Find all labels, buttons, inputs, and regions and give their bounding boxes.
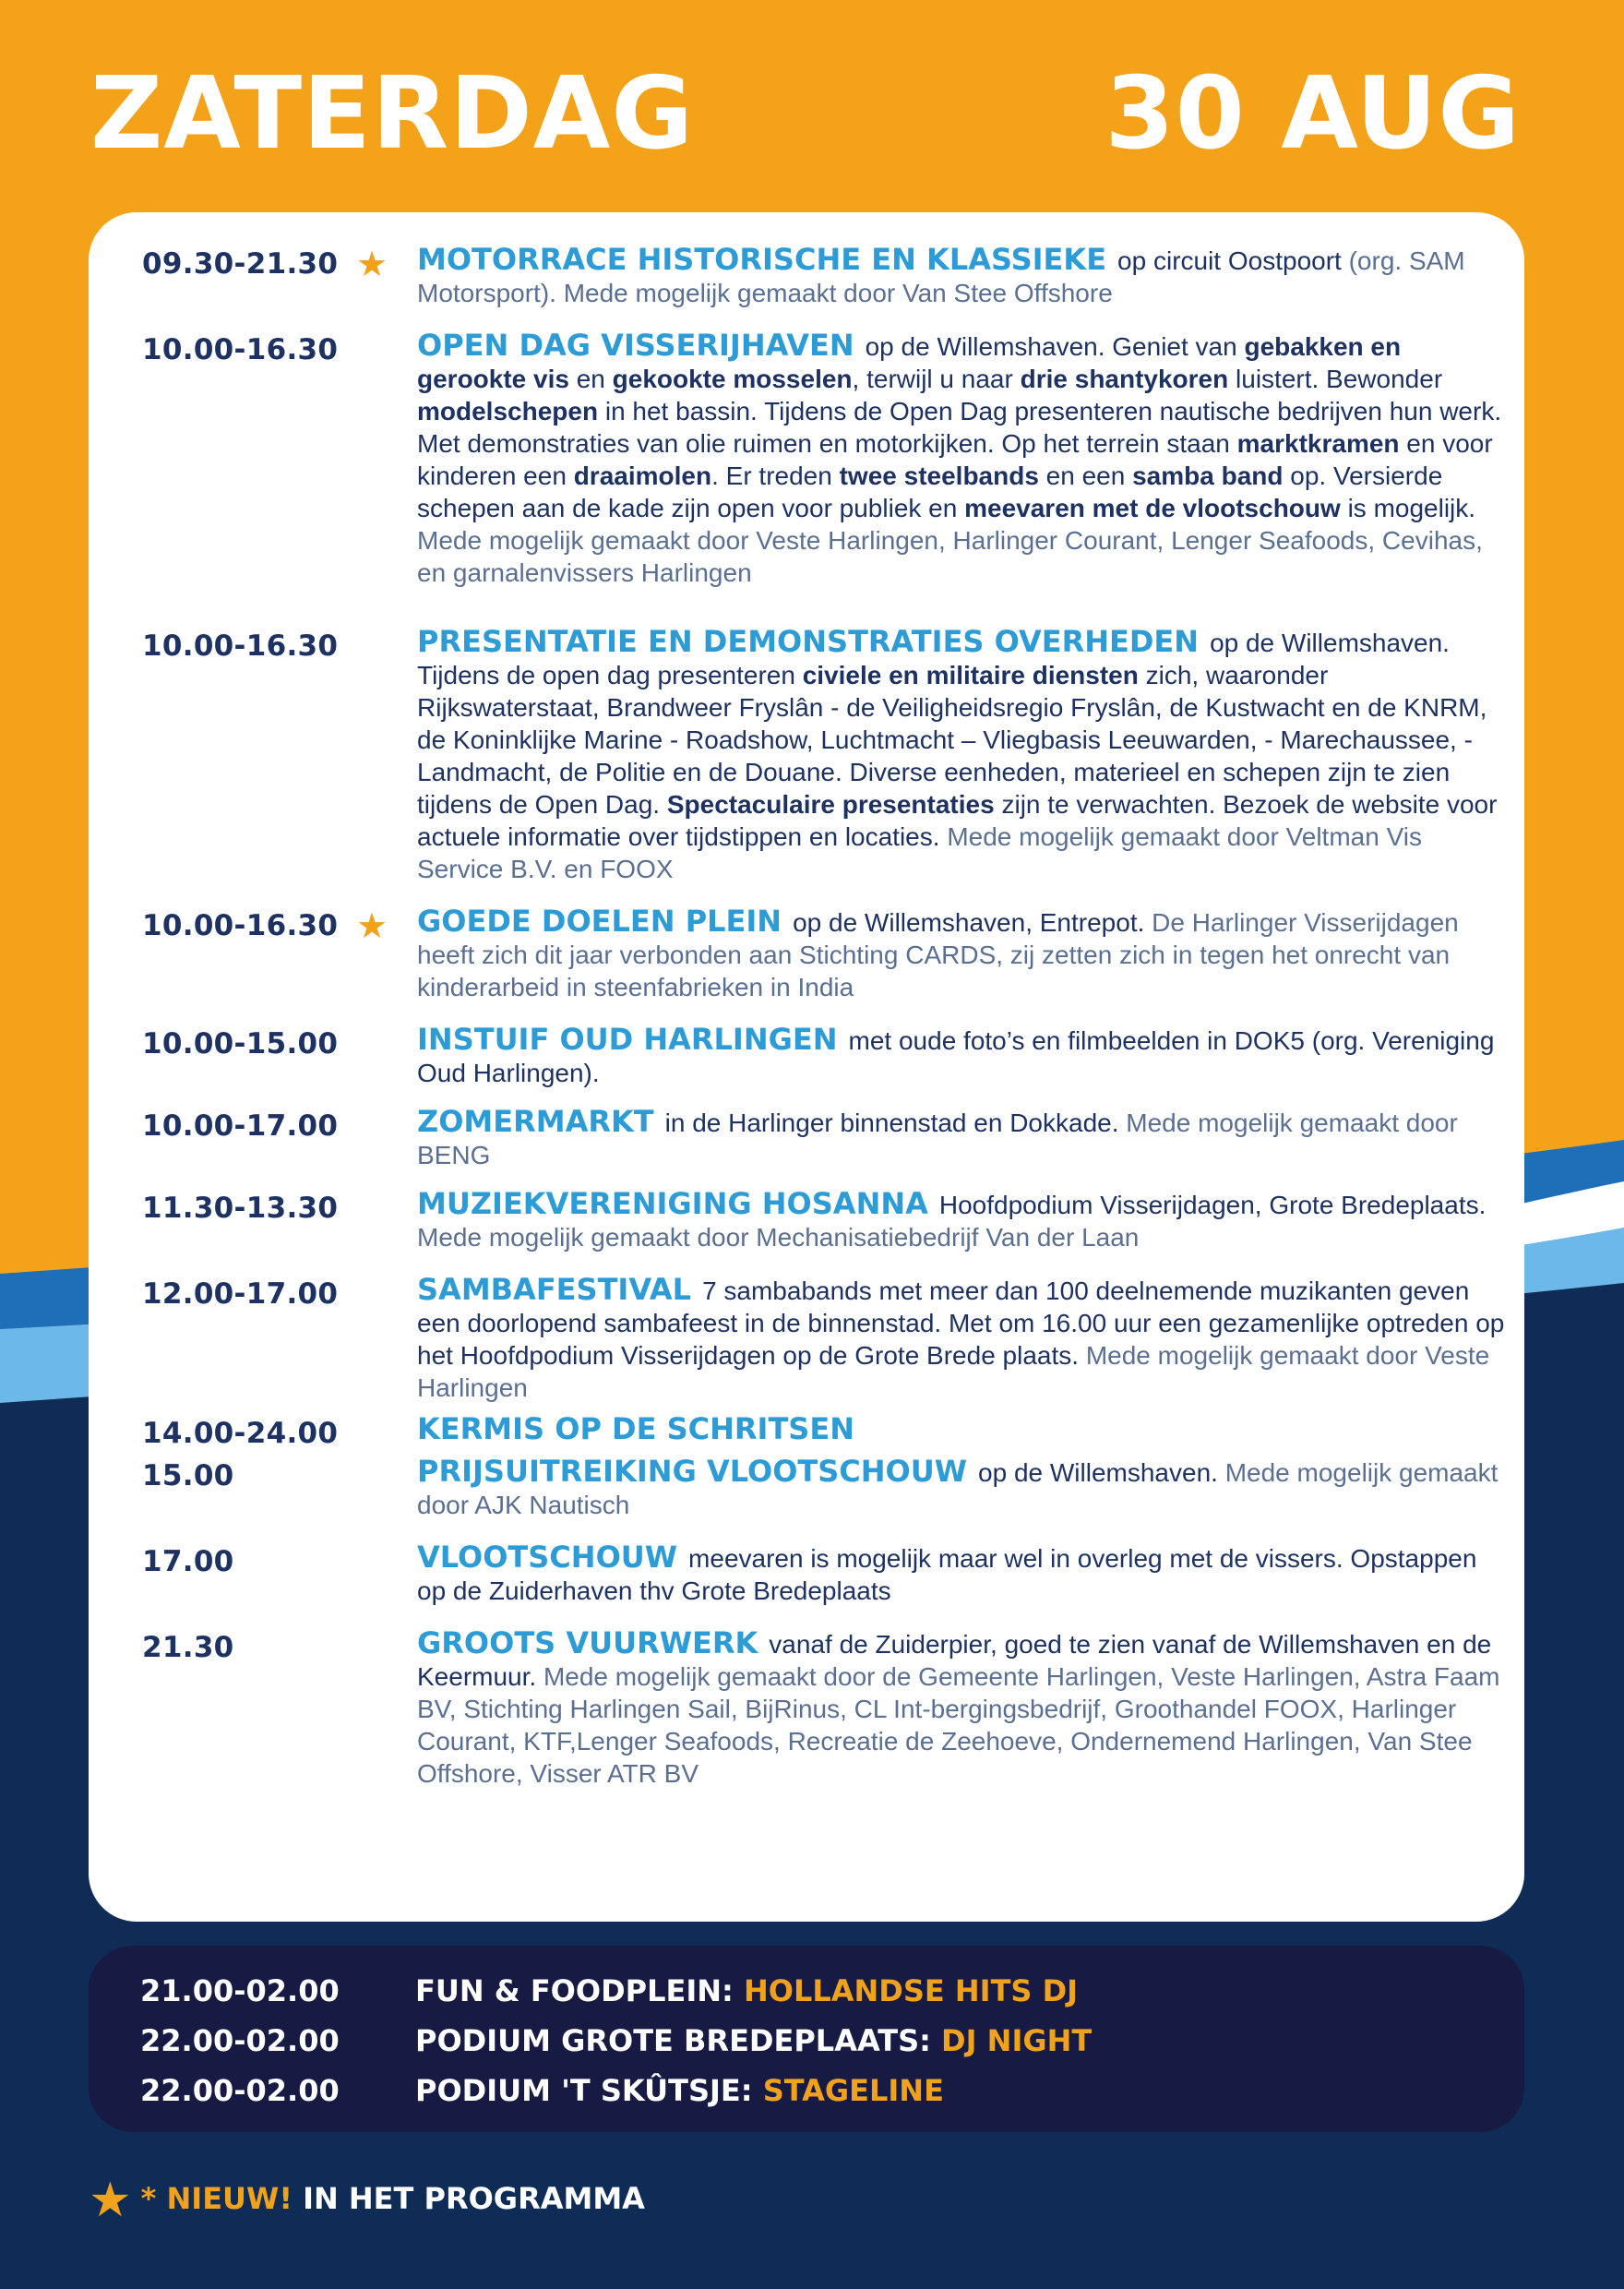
program-card xyxy=(89,212,1524,1922)
event-item xyxy=(142,1541,1506,1607)
event-sponsor: Mede mogelijk gemaakt door de Gemeente Harlingen, Veste Harlingen, Astra Faam BV, Stichting Harlingen Sail, BijRinus, CL Int-bergingsbedrijf, Groothandel FOOX, Harlinger Courant, KTF,Lenger Seafoods, Recreatie de Zeehoeve, Ondernemend Harlingen, Van Stee Offshore, Visser ATR BV xyxy=(417,1662,1500,1788)
event-item xyxy=(142,1188,1506,1253)
event-time: 10.00-17.00 xyxy=(142,1109,339,1143)
event-description: in het bassin. Tijdens de Open Dag presenteren nautische bedrijven hun werk. Met demonstraties van olie ruimen en motorkijken. Op het terrein staan xyxy=(417,397,1502,458)
event-title: GROOTS VUURWERK xyxy=(417,1625,758,1660)
night-label-wrap xyxy=(415,2073,944,2108)
event-title: PRIJSUITREIKING VLOOTSCHOUW xyxy=(417,1454,968,1489)
event-title: MUZIEKVERENIGING HOSANNA xyxy=(417,1186,928,1221)
night-time: 21.00-02.00 xyxy=(140,1973,340,2008)
event-item xyxy=(142,1274,1506,1404)
event-item xyxy=(142,330,1506,589)
event-highlight: twee steelbands xyxy=(839,461,1039,490)
night-label-wrap xyxy=(415,2023,1092,2058)
night-label: PODIUM GROTE BREDEPLAATS: xyxy=(415,2023,931,2058)
event-sponsor: De Harlinger Visserijdagen heeft zich dit jaar verbonden aan Stichting CARDS, zij zetten zich in tegen het onrecht van kinderarbeid in steenfabrieken in India xyxy=(417,908,1459,1001)
event-highlight: Spectaculaire presentaties xyxy=(666,790,995,819)
event-description: en xyxy=(568,365,613,393)
event-description: met oude foto’s en filmbeelden in DOK5 (org. Vereniging Oud Harlingen). xyxy=(417,1026,1495,1087)
event-item xyxy=(142,244,1506,309)
event-description: zijn te verwachten. Bezoek de website voor actuele informatie over tijdstippen en locaties. xyxy=(417,790,1498,851)
event-title: KERMIS OP DE SCHRITSEN xyxy=(417,1411,854,1446)
event-highlight: gebakken en gerookte vis xyxy=(417,332,1402,393)
event-item xyxy=(142,1024,1506,1089)
event-description: op de Willemshaven, Entrepot. xyxy=(793,908,1152,937)
day-heading: ZATERDAG xyxy=(90,56,694,172)
event-highlight: drie shantykoren xyxy=(1020,365,1229,393)
event-highlight: samba band xyxy=(1132,461,1284,490)
event-time: 10.00-16.30 xyxy=(142,629,339,663)
event-title: PRESENTATIE EN DEMONSTRATIES OVERHEDEN xyxy=(417,624,1200,659)
event-sponsor: Mede mogelijk gemaakt door Mechanisatiebedrijf Van der Laan xyxy=(417,1223,1140,1252)
night-time: 22.00-02.00 xyxy=(140,2023,340,2058)
event-description: op circuit Oostpoort xyxy=(1117,246,1342,275)
night-highlight: DJ NIGHT xyxy=(941,2023,1093,2058)
date-heading: 30 AUG xyxy=(1105,56,1521,172)
event-time: 09.30-21.30 xyxy=(142,247,339,281)
event-title: INSTUIF OUD HARLINGEN xyxy=(417,1022,838,1057)
legend-text: IN HET PROGRAMMA xyxy=(303,2181,645,2216)
legend xyxy=(89,2173,645,2228)
event-sponsor: Mede mogelijk gemaakt door Veste Harlingen xyxy=(417,1341,1490,1402)
event-item xyxy=(142,1456,1506,1521)
event-description: . Er treden xyxy=(711,461,840,490)
event-time: 15.00 xyxy=(142,1459,234,1492)
event-item xyxy=(142,905,1506,1003)
event-item xyxy=(142,1411,1506,1450)
event-title: VLOOTSCHOUW xyxy=(417,1540,678,1575)
event-description: vanaf de Zuiderpier, goed te zien vanaf de Willemshaven en de Keermuur. xyxy=(417,1630,1492,1691)
event-sponsor: (org. SAM Motorsport). Mede mogelijk gemaakt door Van Stee Offshore xyxy=(417,246,1465,307)
event-highlight: gekookte mosselen xyxy=(612,365,853,393)
event-description: op. Versierde schepen aan de kade zijn open voor publiek en xyxy=(417,461,1443,522)
night-label-wrap xyxy=(415,1973,1078,2008)
star-icon: ★ xyxy=(89,2173,132,2228)
event-time: 21.30 xyxy=(142,1631,234,1664)
event-highlight: civiele en militaire diensten xyxy=(802,661,1139,689)
event-description: op de Willemshaven. Geniet van xyxy=(865,332,1245,361)
event-highlight: marktkramen xyxy=(1236,429,1400,458)
event-description: op de Willemshaven. Tijdens de open dag presenteren xyxy=(417,629,1450,689)
star-icon: ★ xyxy=(356,246,388,284)
event-item xyxy=(142,1627,1506,1790)
night-time: 22.00-02.00 xyxy=(140,2073,340,2108)
event-time: 10.00-15.00 xyxy=(142,1027,339,1061)
event-description: zich, waaronder Rijkswaterstaat, Brandweer Fryslân - de Veiligheidsregio Fryslân, de Kustwacht en de KNRM, de Koninklijke Marine - Roadshow, Luchtmacht – Vliegbasis Leeuwarden, - Marechaussee, - Landmacht, de Politie en de Douane. Diverse eenheden, materieel en schepen zijn te zien tijdens de Open Dag. xyxy=(417,661,1487,819)
event-time: 14.00-24.00 xyxy=(142,1417,339,1450)
event-title: SAMBAFESTIVAL xyxy=(417,1272,692,1307)
event-item xyxy=(142,626,1506,885)
night-label: PODIUM 'T SKÛTSJE: xyxy=(415,2073,753,2108)
event-time: 12.00-17.00 xyxy=(142,1277,339,1311)
event-description: in de Harlinger binnenstad en Dokkade. xyxy=(664,1109,1127,1137)
event-list xyxy=(142,244,1506,1806)
event-description: en voor kinderen een xyxy=(417,429,1493,490)
night-program-panel xyxy=(89,1946,1524,2132)
event-highlight: modelschepen xyxy=(417,397,599,425)
legend-new: * NIEUW! xyxy=(140,2181,293,2216)
event-sponsor: Mede mogelijk gemaakt door AJK Nautisch xyxy=(417,1458,1499,1519)
event-time: 11.30-13.30 xyxy=(142,1192,339,1225)
event-title: MOTORRACE HISTORISCHE EN KLASSIEKE xyxy=(417,242,1107,277)
event-highlight: draaimolen xyxy=(573,461,712,490)
event-sponsor: Mede mogelijk gemaakt door BENG xyxy=(417,1109,1458,1169)
event-title: GOEDE DOELEN PLEIN xyxy=(417,904,782,939)
event-sponsor: Mede mogelijk gemaakt door Veste Harlingen, Harlinger Courant, Lenger Seafoods, Cevihas, en garnalenvissers Harlingen xyxy=(417,526,1483,587)
event-highlight: meevaren met de vlootschouw xyxy=(964,494,1341,522)
event-title: ZOMERMARKT xyxy=(417,1104,654,1139)
night-highlight: STAGELINE xyxy=(762,2073,944,2108)
night-label: FUN & FOODPLEIN: xyxy=(415,1973,734,2008)
event-time: 10.00-16.30 xyxy=(142,333,339,366)
event-description: op de Willemshaven. xyxy=(978,1458,1225,1487)
event-time: 17.00 xyxy=(142,1545,234,1578)
event-description: 7 sambabands met meer dan 100 deelnemende muzikanten geven een doorlopend sambafeest in de binnenstad. Met om 16.00 uur een gezamenlijke optreden op het Hoofdpodium Visserijdagen op de Grote Brede plaats. xyxy=(417,1276,1505,1370)
event-description: Hoofdpodium Visserijdagen, Grote Bredeplaats. xyxy=(938,1191,1487,1219)
star-icon: ★ xyxy=(356,907,388,946)
night-highlight: HOLLANDSE HITS DJ xyxy=(743,1973,1079,2008)
event-description: meevaren is mogelijk maar wel in overleg met de vissers. Opstappen op de Zuiderhaven thv Grote Bredeplaats xyxy=(417,1544,1477,1605)
event-description: en een xyxy=(1038,461,1133,490)
event-title: OPEN DAG VISSERIJHAVEN xyxy=(417,328,854,363)
event-description: luistert. Bewonder xyxy=(1228,365,1443,393)
event-time: 10.00-16.30 xyxy=(142,909,339,942)
event-sponsor: Mede mogelijk gemaakt door Veltman Vis Service B.V. en FOOX xyxy=(417,822,1422,883)
event-item xyxy=(142,1106,1506,1171)
event-description: , terwijl u naar xyxy=(852,365,1021,393)
event-description: is mogelijk. xyxy=(1340,494,1476,522)
